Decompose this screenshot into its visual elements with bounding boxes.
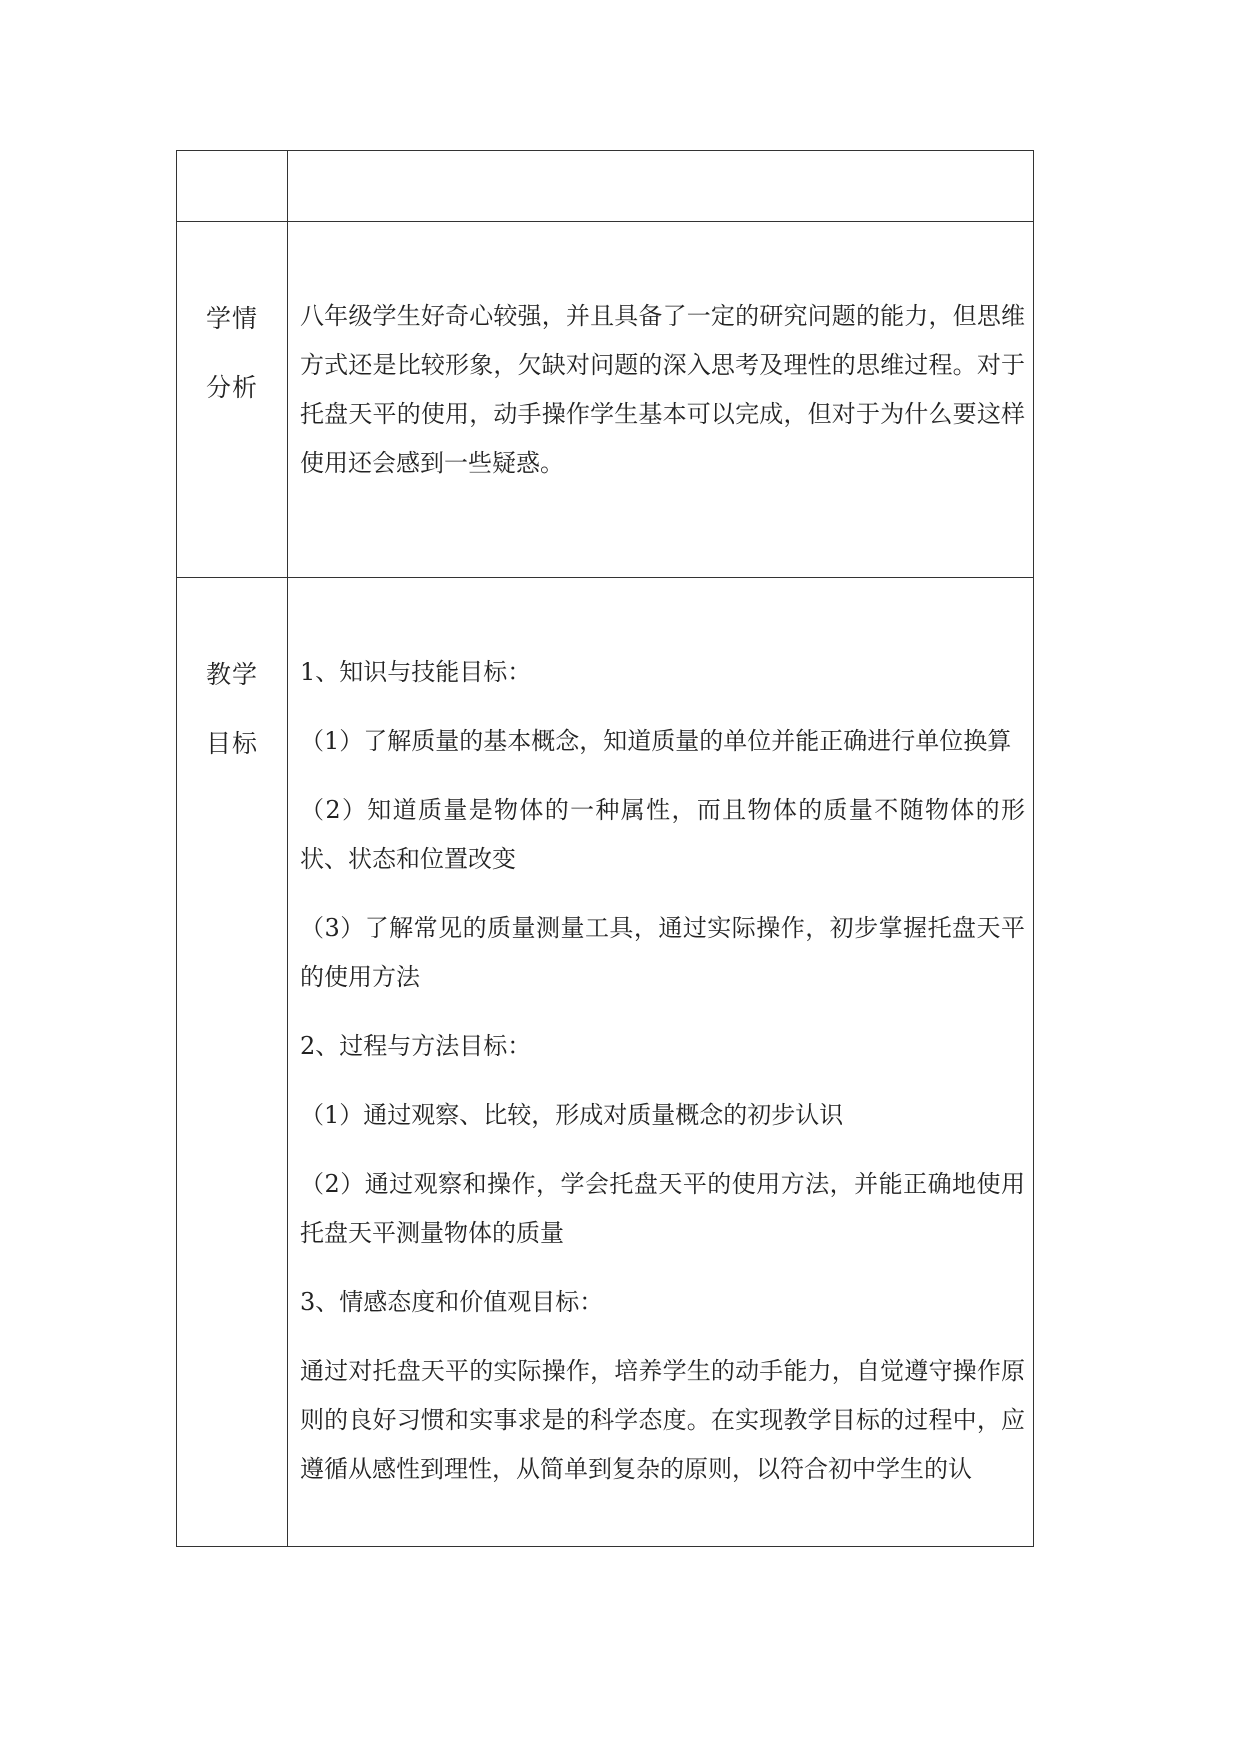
- analysis-text: 八年级学生好奇心较强，并且具备了一定的研究问题的能力，但思维方式还是比较形象，欠缺对问题的深入思考及理性的思维过程。对于托盘天平的使用，动手操作学生基本可以完成，但对于为什么要这样使用还会感到一些疑惑。: [300, 302, 1025, 477]
- analysis-label-line2: 分析: [205, 373, 258, 402]
- goal-item: （1）通过观察、比较，形成对质量概念的初步认识: [300, 1101, 844, 1129]
- goal-heading-attitude: 3、情感态度和价值观目标：: [300, 1288, 604, 1316]
- goal-item: （2）知道质量是物体的一种属性，而且物体的质量不随物体的形状、状态和位置改变: [300, 796, 1025, 873]
- analysis-label-line1: 学情: [205, 304, 258, 333]
- goal-heading-process: 2、过程与方法目标：: [300, 1032, 532, 1060]
- goal-item: （1）了解质量的基本概念，知道质量的单位并能正确进行单位换算: [300, 727, 1012, 755]
- goals-text: [300, 578, 1025, 1494]
- table-row-goals: [177, 578, 1034, 1547]
- empty-content-cell: [288, 151, 1034, 222]
- goals-label-line1: 教学: [205, 660, 258, 689]
- empty-label-cell: [177, 151, 288, 222]
- analysis-content-cell: [288, 222, 1034, 578]
- goal-heading-knowledge: 1、知识与技能目标：: [300, 658, 532, 686]
- goal-item: （2）通过观察和操作，学会托盘天平的使用方法，并能正确地使用托盘天平测量物体的质量: [300, 1170, 1025, 1247]
- goals-content-cell: [288, 578, 1034, 1547]
- goal-item: （3）了解常见的质量测量工具，通过实际操作，初步掌握托盘天平的使用方法: [300, 914, 1025, 991]
- goal-item: 通过对托盘天平的实际操作，培养学生的动手能力，自觉遵守操作原则的良好习惯和实事求是的科学态度。在实现教学目标的过程中，应遵循从感性到理性，从简单到复杂的原则，以符合初中学生的认: [300, 1357, 1025, 1483]
- lesson-plan-table: [176, 150, 1034, 1547]
- analysis-label: [177, 222, 287, 422]
- table-row-analysis: [177, 222, 1034, 578]
- goals-label: [177, 578, 287, 778]
- goals-label-line2: 目标: [205, 729, 258, 758]
- table-row-empty: [177, 151, 1034, 222]
- analysis-label-cell: [177, 222, 288, 578]
- goals-label-cell: [177, 578, 288, 1547]
